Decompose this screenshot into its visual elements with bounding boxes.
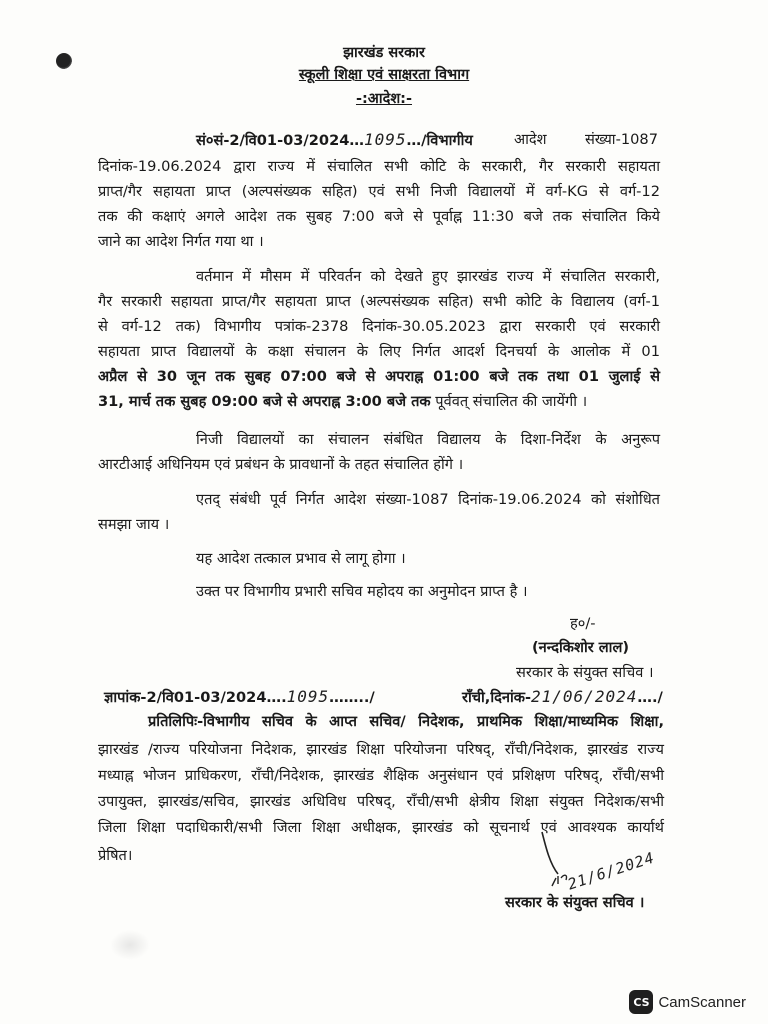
- closing-designation: सरकार के संयुक्त सचिव ।: [505, 894, 645, 911]
- signatory-designation: सरकार के संयुक्त सचिव ।: [516, 664, 654, 681]
- para4-line: एतद् संबंधी पूर्व निर्गत आदेश संख्या-1087 दिनांक-19.06.2024 को संशोधित: [196, 491, 660, 508]
- reference-number: संख्या-1087: [584, 131, 658, 148]
- memo-date: राँची,दिनांक-21/06/2024…./: [462, 687, 663, 706]
- signatory-name: (नन्दकिशोर लाल): [532, 639, 630, 656]
- order-reference: सं०सं-2/वि01-03/2024…1095…/विभागीय: [196, 130, 473, 149]
- camscanner-text: CamScanner: [658, 993, 746, 1011]
- copy-to-line: प्रेषित।: [98, 847, 133, 864]
- para1-line: दिनांक-19.06.2024 द्वारा राज्य में संचालित सभी कोटि के सरकारी, गैर सरकारी सहायता: [98, 158, 660, 175]
- para2-last-line: 31, मार्च तक सुबह 09:00 बजे से अपराह्न 3:00 बजे तक पूर्ववत् संचालित की जायेंगी ।: [98, 393, 588, 410]
- para2-line: गैर सरकारी सहायता प्राप्त/गैर सहायता प्राप्त (अल्पसंख्यक सहित) सभी कोटि के विद्यालय (वर्ग-1: [98, 293, 660, 310]
- copy-to-line: झारखंड /राज्य परियोजना निदेशक, झारखंड शिक्षा परियोजना परिषद्, राँची/निदेशक, झारखंड राज्य: [98, 741, 664, 758]
- para1-line: जाने का आदेश निर्गत गया था ।: [98, 233, 264, 250]
- camscanner-logo-icon: CS: [629, 990, 653, 1014]
- copy-to-line: जिला शिक्षा पदाधिकारी/सभी जिला शिक्षा अधीक्षक, झारखंड को सूचनार्थ एवं आवश्यक कार्यार्थ: [98, 819, 664, 836]
- para1-line: तक की कक्षाएं अगले आदेश तक सुबह 7:00 बजे से पूर्वाह्न 11:30 बजे तक संचालित किये: [98, 208, 660, 225]
- para6-line: उक्त पर विभागीय प्रभारी सचिव महोदय का अनुमोदन प्राप्त है ।: [196, 583, 528, 600]
- para2-line: वर्तमान में मौसम में परिवर्तन को देखते हुए झारखंड राज्य में संचालित सरकारी,: [196, 268, 660, 285]
- para5-line: यह आदेश तत्काल प्रभाव से लागू होगा ।: [196, 550, 406, 567]
- camscanner-watermark: [629, 989, 746, 1015]
- government-name: झारखंड सरकार: [343, 45, 425, 61]
- paper-smudge: [110, 930, 150, 960]
- para4-line: समझा जाय ।: [98, 516, 170, 533]
- signed-mark: ह०/-: [570, 615, 596, 632]
- para2-line: से वर्ग-12 तक) विभागीय पत्रांक-2378 दिनांक-30.05.2023 द्वारा सरकारी एवं सरकारी: [98, 318, 660, 335]
- copy-to-line: मध्याह्न भोजन प्राधिकरण, राँची/निदेशक, झारखंड शैक्षिक अनुसंधान एवं प्रशिक्षण परिषद्, राँची/सभी: [98, 767, 664, 784]
- copy-to-line: प्रतिलिपिः-विभागीय सचिव के आप्त सचिव/ निदेशक, प्राथमिक शिक्षा/माध्यमिक शिक्षा,: [148, 713, 664, 730]
- para3-line: आरटीआई अधिनियम एवं प्रबंधन के प्रावधानों के तहत संचालित होंगे ।: [98, 456, 464, 473]
- handwritten-date: 21/06/2024: [531, 687, 638, 706]
- para1-line: प्राप्त/गैर सहायता प्राप्त (अल्पसंख्यक सहित) एवं सभी निजी विद्यालयों में वर्ग-KG से वर्ग-12: [98, 183, 660, 200]
- para2-bold-line: अप्रैल से 30 जून तक सुबह 07:00 बजे से अपराह्न 01:00 बजे तक तथा 01 जुलाई से: [98, 368, 660, 385]
- handwritten-signature-date: 21/6/2024: [565, 848, 657, 894]
- para2-line: सहायता प्राप्त विद्यालयों के कक्षा संचालन के लिए निर्गत आदर्श दिनचर्या के आलोक में 01: [98, 343, 660, 360]
- order-word: आदेश: [514, 131, 547, 148]
- handwritten-order-number: 1095: [363, 130, 407, 149]
- department-name: स्कूली शिक्षा एवं साक्षरता विभाग: [298, 67, 470, 83]
- handwritten-memo-number: 1095: [286, 687, 330, 706]
- order-title: -:आदेश:-: [355, 91, 412, 107]
- para3-line: निजी विद्यालयों का संचालन संबंधित विद्यालय के दिशा-निर्देश के अनुरूप: [196, 431, 660, 448]
- memo-reference: ज्ञापांक-2/वि01-03/2024….1095……../: [104, 687, 375, 706]
- copy-to-line: उपायुक्त, झारखंड/सचिव, झारखंड अधिविध परिषद्, राँची/सभी क्षेत्रीय शिक्षा संयुक्त निदेशक/सभी: [98, 793, 664, 810]
